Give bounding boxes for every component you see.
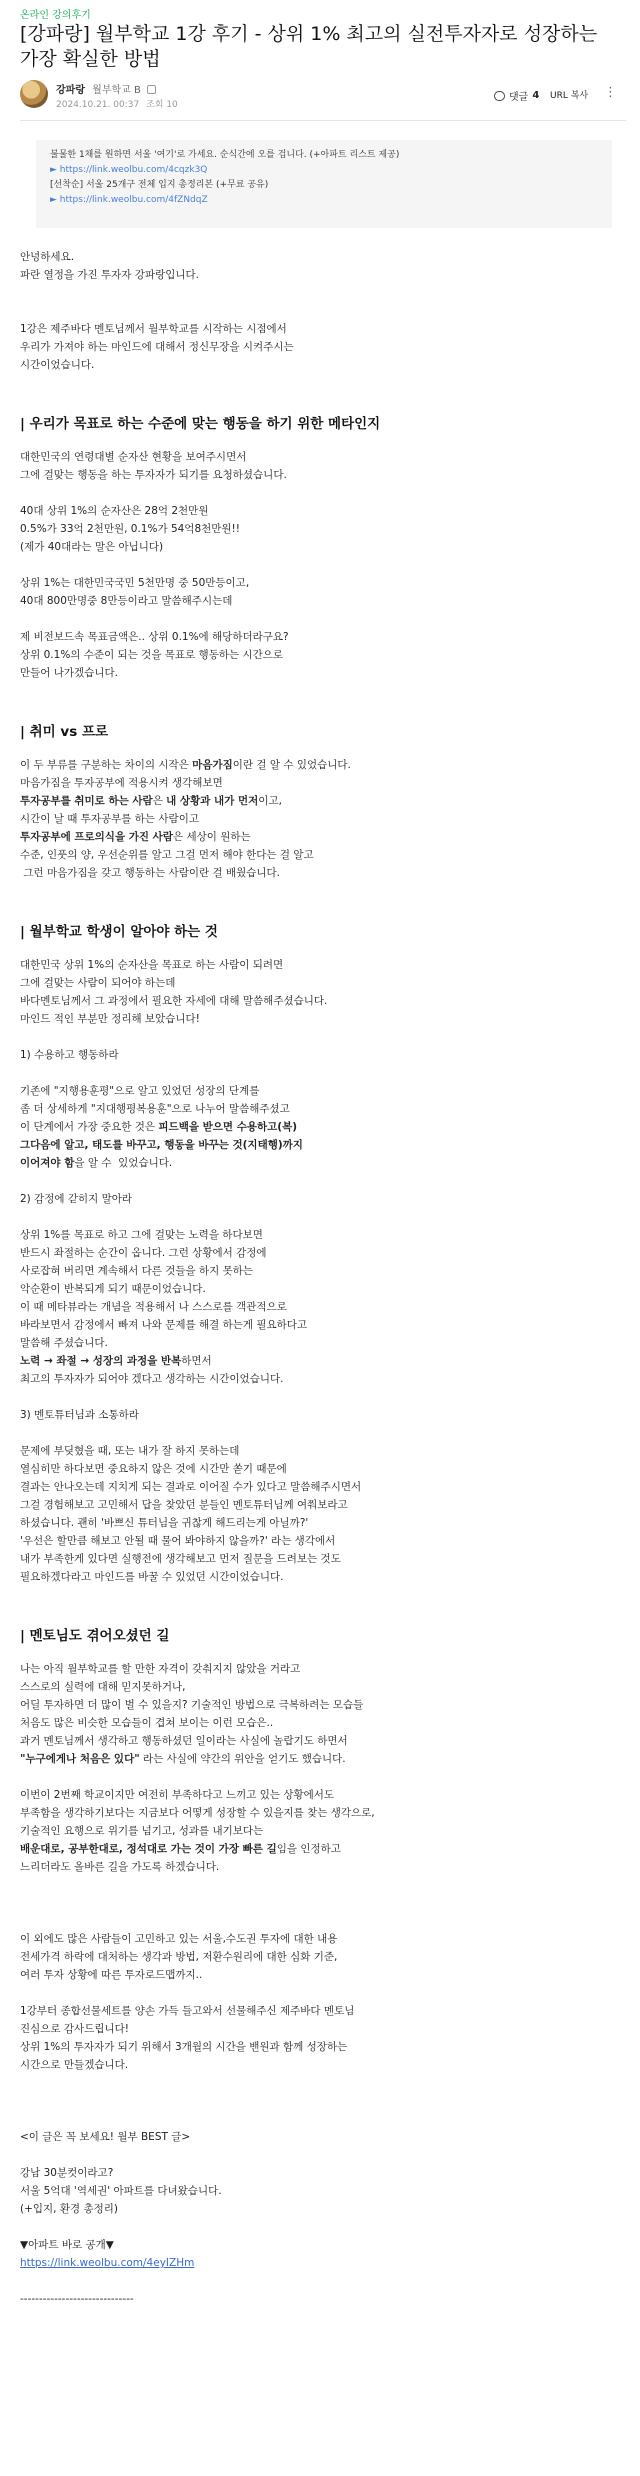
text-line: 처음도 많은 비슷한 모습들이 겹쳐 보이는 이런 모습은.. [20,1717,274,1729]
text-line: 반드시 좌절하는 순간이 옵니다. 그런 상황에서 감정에 [20,1247,267,1259]
promo-link[interactable]: https://link.weolbu.com/4eyIZHm [20,2257,195,2269]
text-line: 1강은 제주바다 멘토님께서 월부학교를 시작하는 시점에서 [20,323,287,335]
text-line: 제 비전보드속 목표금액은.. 상위 0.1%에 해당하더라구요? [20,631,289,643]
text-line: 시간으로 만들겠습니다. [20,2059,129,2071]
text-line: 필요하겠다라고 마인드를 바꿀 수 있었던 시간이었습니다. [20,1571,284,1583]
text-line: 이 단계에서 가장 중요한 것은 피드백을 받으면 수용하고(복) [20,1121,298,1133]
text-line: 이 두 부류를 구분하는 차이의 시작은 마음가짐이란 걸 알 수 있었습니다. [20,759,351,771]
text-line: 배운대로, 공부한대로, 정석대로 가는 것이 가장 빠른 길임을 인정하고 [20,1843,341,1855]
text-line: 투자공부를 취미로 하는 사람은 내 상황과 내가 먼저이고, [20,795,282,807]
text-line: 내가 부족한게 있다면 실행전에 생각해보고 먼저 질문을 드려보는 것도 [20,1553,341,1565]
promo-title: <이 글은 꼭 보세요! 월부 BEST 글> [20,2131,191,2143]
text-line: 마음가짐을 투자공부에 적용시켜 생각해보면 [20,777,223,789]
text-line: 이 외에도 많은 사람들이 고민하고 있는 서울,수도권 투자에 대한 내용 [20,1933,338,1945]
avatar[interactable] [20,80,48,108]
text-line: 여러 투자 상황에 따른 투자로드맵까지.. [20,1969,203,1981]
subheading: 3) 멘토튜터님과 소통하라 [20,1409,139,1421]
comment-icon [494,91,505,101]
section-heading: | 월부학교 학생이 알아야 하는 것 [20,924,218,940]
text-line: 이번이 2번째 학교이지만 여전히 부족하다고 느끼고 있는 상황에서도 [20,1789,335,1801]
text-line: (+입지, 환경 총정리) [20,2203,119,2215]
text-line: 어딜 투자하면 더 많이 벌 수 있을지? 기술적인 방법으로 극복하려는 모습들 [20,1699,364,1711]
text-line: 전세가격 하락에 대처하는 생각과 방법, 저환수원리에 대한 심화 기준, [20,1951,338,1963]
text-line: 과거 멘토님께서 생각하고 행동하셨던 일이라는 사실에 놀랍기도 하면서 [20,1735,348,1747]
comment-label: 댓글 [509,92,529,103]
text-line: 그런 마음가짐을 갖고 행동하는 사람이란 걸 배웠습니다. [20,867,280,879]
comment-button[interactable] [494,88,539,103]
text-line: 문제에 부딪혔을 때, 또는 내가 잘 하지 못하는데 [20,1445,240,1457]
text-line: '우선은 할만큼 해보고 안될 때 물어 봐야하지 않을까?' 라는 생각에서 [20,1535,336,1547]
text-line: 느리더라도 올바른 길을 가도록 하겠습니다. [20,1861,220,1873]
post-date: 2024.10.21. 00:37 [56,100,140,110]
text-line: 최고의 투자자가 되어야 겠다고 생각하는 시간이었습니다. [20,1373,284,1385]
notice-link-2[interactable]: ► https://link.weolbu.com/4fZNdqZ [50,195,208,205]
text-line: 서울 5억대 '역세권' 아파트를 다녀왔습니다. [20,2185,222,2197]
text-rule: ------------------------------ [20,2293,134,2305]
text-line: 40대 상위 1%의 순자산은 28억 2천만원 [20,505,209,517]
text-line: 부족함을 생각하기보다는 지금보다 어떻게 성장할 수 있을지를 찾는 생각으로, [20,1807,375,1819]
text-line: 1강부터 종합선물세트를 양손 가득 들고와서 선물해주신 제주바다 멘토님 [20,2005,355,2017]
text-line: 스스로의 실력에 대해 믿지못하거나, [20,1681,186,1693]
text-line: 대한민국 상위 1%의 순자산을 목표로 하는 사람이 되려면 [20,959,284,971]
notice-link-1[interactable]: ► https://link.weolbu.com/4cqzk3Q [50,165,208,175]
notice-box [36,140,612,228]
text-line: 안녕하세요. [20,251,75,263]
text-line: 투자공부에 프로의식을 가진 사람은 세상이 원하는 [20,831,251,843]
section-heading: | 취미 vs 프로 [20,724,109,740]
url-copy-button[interactable]: URL 복사 [550,91,589,101]
text-line: 그다음에 알고, 태도를 바꾸고, 행동을 바꾸는 것(지태행)까지 [20,1139,303,1151]
text-line: 우리가 가져야 하는 마인드에 대해서 정신무장을 시켜주시는 [20,341,294,353]
text-line: 상위 1%를 목표로 하고 그에 걸맞는 노력을 하다보면 [20,1229,263,1241]
text-line: 마인드 적인 부분만 정리해 보았습니다! [20,1013,200,1025]
post-meta [56,97,182,110]
section-heading: | 우리가 목표로 하는 수준에 맞는 행동을 하기 위한 메타인지 [20,416,381,432]
text-line: ▼아파트 바로 공개▼ [20,2239,114,2251]
notice-line-1: 불물한 1채를 원하면 서울 '여기'로 가세요. 순식간에 오를 겁니다. (+아파트 리스트 제공) [50,150,400,160]
text-line: 기존에 "지행용훈평"으로 알고 있었던 성장의 단계를 [20,1085,260,1097]
text-line: 바다멘토님께서 그 과정에서 필요한 자세에 대해 말씀해주셨습니다. [20,995,328,1007]
text-line: 40대 800만명중 8만등이라고 말씀해주시는데 [20,595,233,607]
text-line: 상위 0.1%의 수준이 되는 것을 목표로 행동하는 시간으로 [20,649,284,661]
text-line: "누구에게나 처음은 있다" 라는 사실에 약간의 위안을 얻기도 했습니다. [20,1753,346,1765]
comment-count: 4 [532,90,540,101]
category-link[interactable]: 온라인 강의후기 [20,10,91,21]
text-line: 진심으로 감사드립니다! [20,2023,129,2035]
text-line: 대한민국의 연령대별 순자산 현황을 보여주시면서 [20,451,247,463]
text-line: (제가 40대라는 말은 아닙니다) [20,541,164,553]
article-body [20,248,620,2308]
author-grade: 월부학교 B [92,85,141,96]
text-line: 시간이 날 때 투자공부를 하는 사람이고 [20,813,199,825]
author-info [56,81,156,96]
author-name[interactable]: 강파랑 [56,85,85,96]
text-line: 나는 아직 월부학교를 할 만한 자격이 갖춰지지 않았을 거라고 [20,1663,301,1675]
text-line: 그에 걸맞는 사람이 되어야 하는데 [20,977,176,989]
text-line: 수준, 인풋의 양, 우선순위를 알고 그걸 먼저 해야 한다는 걸 알고 [20,849,314,861]
header-divider [20,120,626,121]
text-line: 열심히만 하다보면 중요하지 않은 것에 시간만 쏟기 때문에 [20,1463,287,1475]
text-line: 악순환이 반복되게 되기 때문이었습니다. [20,1283,206,1295]
post-views: 조회 10 [146,100,178,110]
text-line: 강남 30분컷이라고? [20,2167,114,2179]
subheading: 2) 감정에 갇히지 말아라 [20,1193,133,1205]
text-line: 좀 더 상세하게 "지대행평복용훈"으로 나누어 말씀해주셨고 [20,1103,290,1115]
text-line: 파란 열정을 가진 투자자 강파랑입니다. [20,269,199,281]
text-line: 만들어 나가겠습니다. [20,667,118,679]
text-line: 그에 걸맞는 행동을 하는 투자자가 되기를 요청하셨습니다. [20,469,287,481]
post-title: [강파랑] 월부학교 1강 후기 - 상위 1% 최고의 실전투자자로 성장하는 가장 확실한 방법 [20,23,598,70]
text-line: 기술적인 요행으로 위기를 넘기고, 성과를 내기보다는 [20,1825,264,1837]
text-line: 말씀해 주셨습니다. [20,1337,108,1349]
notice-line-2: [선착순] 서울 25개구 전체 입지 총정리본 (+무료 공유) [50,180,269,190]
subheading: 1) 수용하고 행동하라 [20,1049,119,1061]
text-line: 하셨습니다. 괜히 '바쁘신 튜터님을 귀찮게 해드리는게 아닐까?' [20,1517,309,1529]
text-line: 이 때 메타뷰라는 개념을 적용해서 나 스스로를 객관적으로 [20,1301,287,1313]
text-line: 시간이었습니다. [20,359,95,371]
text-line: 상위 1%는 대한민국국민 5천만명 중 50만등이고, [20,577,250,589]
text-line: 노력 → 좌절 → 성장의 과정을 반복하면서 [20,1355,212,1367]
author-badge-icon [147,85,156,94]
section-heading: | 멘토님도 겪어오셨던 길 [20,1628,170,1644]
text-line: 바라보면서 감정에서 빠져 나와 문제를 해결 하는게 필요하다고 [20,1319,308,1331]
text-line: 그걸 경험해보고 고민해서 답을 찾았던 분들인 멘토튜터님께 여쭤보라고 [20,1499,348,1511]
text-line: 0.5%가 33억 2천만원, 0.1%가 54억8천만원!! [20,523,240,535]
text-line: 결과는 안나오는데 지치게 되는 결과로 이어질 수가 있다고 말씀해주시면서 [20,1481,362,1493]
more-options-icon[interactable]: ⋮ [604,85,617,100]
text-line: 상위 1%의 투자자가 되기 위해서 3개월의 시간을 밴원과 함께 성장하는 [20,2041,348,2053]
text-line: 이어져야 함을 알 수 있었습니다. [20,1157,173,1169]
text-line: 사로잡혀 버리면 계속해서 다른 것들을 하지 못하는 [20,1265,254,1277]
